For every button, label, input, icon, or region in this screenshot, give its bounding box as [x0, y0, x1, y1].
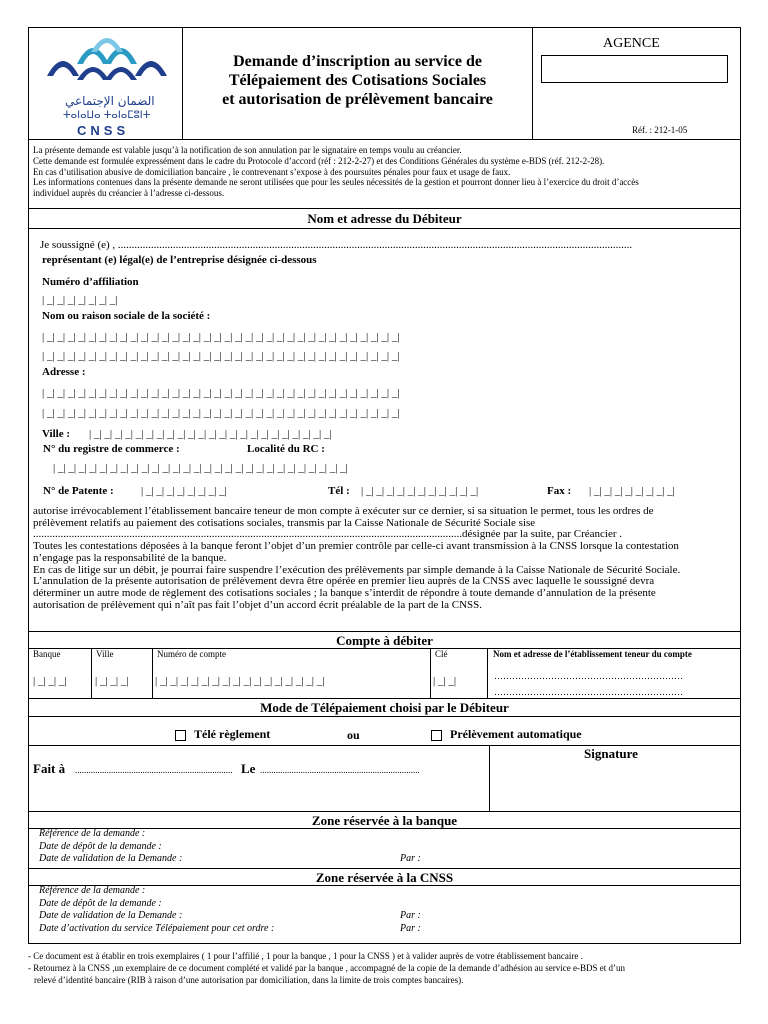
ville-code-boxes[interactable]: | _| _| _|: [95, 675, 129, 687]
signature-area[interactable]: [490, 762, 739, 810]
ville-label: Ville :: [42, 428, 70, 440]
line: [29, 208, 740, 209]
line: [152, 648, 153, 698]
cnss-logo-arches-icon: [43, 30, 171, 92]
signature-label: Signature: [584, 746, 638, 761]
banque-code-boxes[interactable]: | _| _| _|: [33, 675, 67, 687]
intro-line: Les informations contenues dans la présente demande ne seront utilisées que pour les seules nécessités de la gestion et pourront donner lieu à l’exercice du droit d’accès: [33, 177, 639, 188]
fait-a-label: Fait à: [33, 761, 66, 776]
banque-reference-label: Référence de la demande :: [39, 828, 146, 839]
numero-affiliation-label: Numéro d’affiliation: [42, 276, 139, 288]
prelevement-checkbox[interactable]: [431, 730, 442, 741]
patente-label: N° de Patente :: [43, 485, 114, 497]
autorisation-line: n’engage pas la responsabilité de la banque.: [33, 551, 227, 564]
banque-date-depot-label: Date de dépôt de la demande :: [39, 840, 162, 852]
line: [29, 868, 740, 869]
section-title-debiteur: Nom et adresse du Débiteur: [307, 211, 462, 226]
col-cle-header: Clé: [435, 649, 448, 659]
footer-line: relevé d’identité bancaire (RIB à raison d’une autorisation par domiciliation, dans la limite de trois comptes bancaires).: [34, 975, 464, 985]
registre-commerce-boxes[interactable]: | _| _| _| _| _| _| _| _| _| _| _| _| _| _| _| _| _| _| _| _| _| _| _| _| _| _| _| _|: [53, 462, 348, 474]
reference-code: Réf. : 212-1-05: [632, 125, 688, 135]
header-bottom-line: [29, 139, 740, 140]
footer-line: - Retournez à la CNSS ,un exemplaire de ce document complété et validé par la banque , accompagné de la copie de la demande d’adhésion au service e-BDS et d’un: [28, 963, 626, 973]
localite-rc-label: Localité du RC :: [247, 443, 325, 455]
autorisation-line: Toutes les contestations déposées à la banque feront l’objet d’un premier contrôle par celle-ci avant transmission à la CNSS lorsque la contestation: [33, 540, 679, 553]
tele-reglement-checkbox[interactable]: [175, 730, 186, 741]
raison-sociale-boxes-1[interactable]: | _| _| _| _| _| _| _| _| _| _| _| _| _| _| _| _| _| _| _| _| _| _| _| _| _| _| _| _| _| _| _| _| _| _|: [42, 331, 400, 343]
adresse-label: Adresse :: [42, 366, 86, 378]
je-soussigne-field[interactable]: Je soussigné (e) , ...........................................................................................................................................................................................: [40, 239, 633, 251]
footer-line: - Ce document est à établir en trois exemplaires ( 1 pour l’affilié , 1 pour la banque , 1 pour la CNSS ) et à valider auprès de votre établissement bancaire .: [28, 951, 583, 961]
intro-text: [33, 145, 733, 199]
zone-banque-fields: [39, 828, 182, 866]
banque-date-validation-label: Date de validation de la Demande :: [39, 853, 183, 864]
footer-notes: [28, 950, 740, 986]
autorisation-text: [33, 506, 737, 611]
autorisation-line: prélèvement relatifs au paiement des cotisations sociales, transmis par la Caisse Nationale de Sécurité Sociale sise: [33, 516, 536, 529]
adresse-boxes-1[interactable]: | _| _| _| _| _| _| _| _| _| _| _| _| _| _| _| _| _| _| _| _| _| _| _| _| _| _| _| _| _| _| _| _| _| _|: [42, 387, 400, 399]
col-etablissement-header: Nom et adresse de l’établissement teneur du compte: [493, 649, 692, 659]
fax-boxes[interactable]: | _| _| _| _| _| _| _| _|: [589, 485, 675, 497]
tel-boxes[interactable]: | _| _| _| _| _| _| _| _| _| _| _|: [361, 485, 479, 497]
form-title-line-2: Télépaiement des Cotisations Sociales: [228, 72, 487, 89]
section-title-compte: Compte à débiter: [336, 633, 433, 648]
cle-boxes[interactable]: | _| _|: [433, 675, 457, 687]
col-ville-header: Ville: [96, 649, 114, 659]
section-title-mode: Mode de Télépaiement choisi par le Débiteur: [260, 700, 509, 715]
line: [29, 716, 740, 717]
intro-line: La présente demande est valable jusqu’à la notification de son annulation par le signataire en temps voulu au créancier.: [33, 145, 462, 155]
col-numero-compte-header: Numéro de compte: [157, 649, 226, 659]
line: [29, 698, 740, 699]
col-banque-header: Banque: [33, 649, 61, 659]
option-prelevement-automatique[interactable]: [431, 727, 582, 742]
intro-line: Cette demande est formulée expressément dans le cadre du Protocole d’accord (réf : 212-2-27) et des Conditions Générales du système e-BDS (réf. 212-2-28).: [33, 155, 605, 166]
raison-sociale-boxes-2[interactable]: | _| _| _| _| _| _| _| _| _| _| _| _| _| _| _| _| _| _| _| _| _| _| _| _| _| _| _| _| _| _| _| _| _| _|: [42, 350, 400, 362]
le-date-field[interactable]: .......................................................................: [260, 765, 420, 775]
autorisation-line: déterminer un autre mode de règlement des cotisations sociales ; la banque s’interdit de répondre à toute demande d’annulation de la présente: [33, 586, 656, 599]
cnss-par-label-1: Par :: [400, 910, 421, 921]
form-title-line-1: Demande d’inscription au service de: [233, 53, 482, 70]
ville-boxes[interactable]: | _| _| _| _| _| _| _| _| _| _| _| _| _| _| _| _| _| _| _| _| _| _| _|: [89, 428, 332, 440]
line: [29, 811, 740, 812]
line: [91, 648, 92, 698]
line: [430, 648, 431, 698]
form-title: [183, 52, 532, 109]
line: [29, 631, 740, 632]
banque-par-label: Par :: [400, 853, 421, 864]
patente-boxes[interactable]: | _| _| _| _| _| _| _| _|: [141, 485, 227, 497]
fait-a-field[interactable]: ......................................................................: [75, 765, 233, 775]
header-divider-right: [532, 28, 533, 139]
autorisation-line: L’annulation de la présente autorisation de prélèvement devra être opérée en premier lieu auprès de la CNSS avec laquelle le soussigné devra: [33, 575, 655, 588]
tel-label: Tél :: [328, 485, 350, 497]
intro-line: individuel auprès du créancier à l’adresse ci-dessous.: [33, 188, 225, 199]
cnss-reference-label: Référence de la demande :: [39, 885, 146, 896]
representant-label: représentant (e) légal(e) de l’entreprise désignée ci-dessous: [42, 254, 317, 266]
cnss-par-label-2: Par :: [400, 923, 421, 934]
numero-compte-boxes[interactable]: | _| _| _| _| _| _| _| _| _| _| _| _| _| _| _| _|: [155, 675, 325, 687]
autorisation-line: autorise irrévocablement l’établissement bancaire teneur de mon compte à exécuter sur ce dernier, si sa situation le permet, tous les ordres de: [33, 505, 654, 517]
prelevement-label: Prélèvement automatique: [450, 727, 582, 741]
cnss-logo: [43, 30, 171, 138]
fax-label: Fax :: [547, 485, 572, 497]
section-title-zone-cnss: Zone réservée à la CNSS: [315, 870, 454, 885]
adresse-boxes-2[interactable]: | _| _| _| _| _| _| _| _| _| _| _| _| _| _| _| _| _| _| _| _| _| _| _| _| _| _| _| _| _| _| _| _| _| _|: [42, 407, 400, 419]
etablissement-dots-1[interactable]: ………………………………………………………: [494, 671, 683, 681]
logo-arabic: الضمان الإجتماعي: [65, 94, 155, 108]
logo-tifinagh: ⵜⴰⵏⴰⵡⴰ ⵜⴰⵏⴰⵎⵓⵏⵜ: [63, 110, 151, 121]
line: [29, 228, 740, 229]
autorisation-line: autorisation de prélèvement qui n’aît pas fait l’objet d’un accord écrit préalable de la part de la CNSS.: [33, 598, 483, 611]
autorisation-line: ............................................................................................................................................................désignée par la suite, par Créancier .: [33, 528, 623, 541]
numero-affiliation-boxes[interactable]: | _| _| _| _| _| _| _|: [42, 294, 118, 306]
zone-cnss-fields: [39, 885, 274, 935]
registre-commerce-label: N° du registre de commerce :: [43, 443, 180, 455]
intro-line: En cas d’utilisation abusive de domiciliation bancaire , le contrevenant s’expose à des poursuites pénales pour faux et usage de faux.: [33, 166, 511, 177]
le-label: Le: [241, 761, 256, 776]
cnss-date-validation-label: Date de validation de la Demande :: [39, 910, 183, 921]
cnss-date-depot-label: Date de dépôt de la demande :: [39, 897, 162, 909]
agence-label: AGENCE: [603, 36, 660, 51]
form-title-line-3: et autorisation de prélèvement bancaire: [222, 91, 493, 108]
ou-label: ou: [347, 728, 360, 742]
section-title-zone-banque: Zone réservée à la banque: [311, 813, 458, 828]
logo-text: CNSS: [77, 123, 130, 138]
etablissement-dots-2[interactable]: ………………………………………………………: [494, 687, 683, 697]
line: [487, 648, 488, 698]
option-tele-reglement[interactable]: [175, 727, 270, 742]
raison-sociale-label: Nom ou raison sociale de la société :: [42, 310, 211, 322]
agence-box[interactable]: [541, 55, 728, 83]
tele-reglement-label: Télé règlement: [194, 727, 271, 741]
autorisation-line: En cas de litige sur un débit, je pourrai faire suspendre l’exécution des prélèvements par simple demande à la Caisse Nationale de Sécurité Sociale.: [33, 563, 681, 576]
form-frame: [28, 27, 741, 944]
cnss-date-activation-label: Date d’activation du service Télépaiement pour cet ordre :: [39, 922, 275, 934]
